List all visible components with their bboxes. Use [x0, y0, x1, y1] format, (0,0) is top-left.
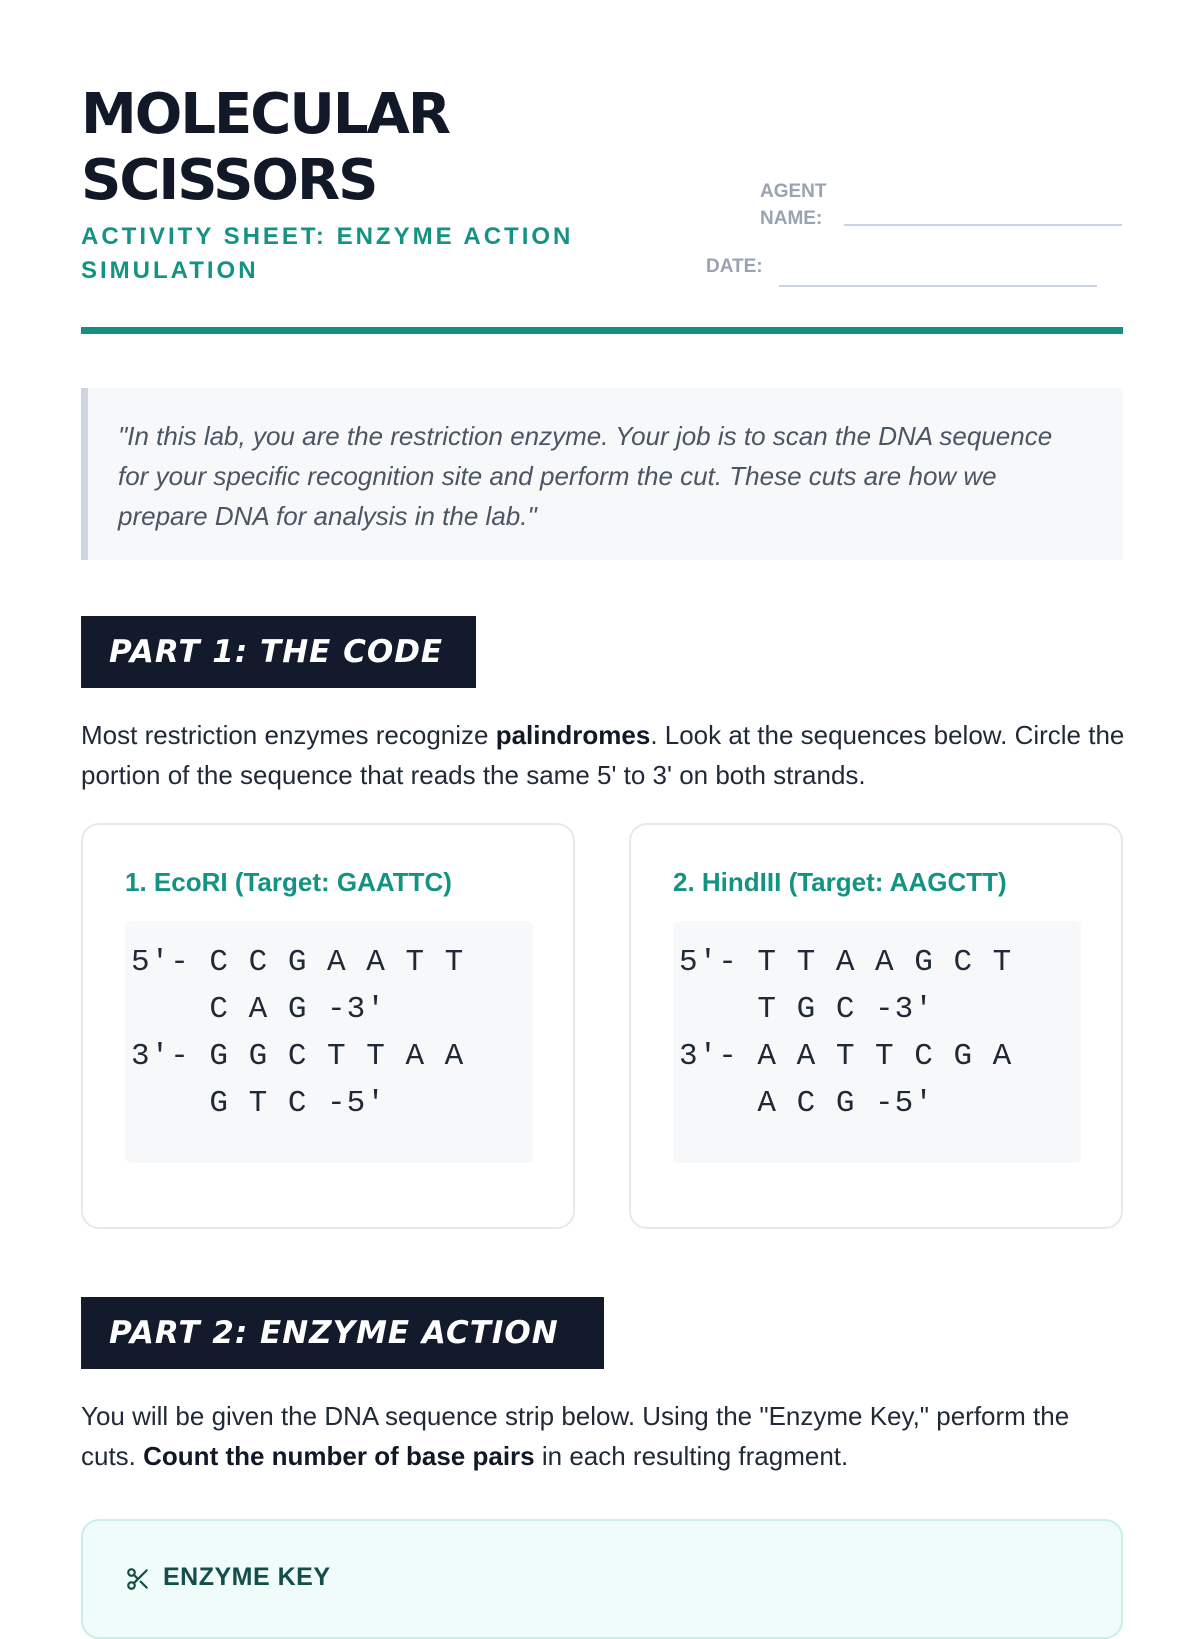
sequence-line[interactable]: 5'- C C G A A T T [131, 945, 465, 980]
page-subtitle [81, 220, 601, 288]
subtitle-line-2: SIMULATION [81, 257, 259, 284]
enzyme-key-title: ENZYME KEY [163, 1563, 331, 1591]
part-1-heading: PART 1: THE CODE [81, 616, 476, 688]
sequence-line[interactable]: 5'- T T A A G C T [679, 945, 1013, 980]
agent-label-line-2: NAME: [760, 208, 823, 229]
sequence-line[interactable]: G T C -5' [131, 1086, 386, 1121]
sequence-card-hindiii [629, 823, 1123, 1229]
sequence-line[interactable]: 3'- G G C T T A A [131, 1039, 465, 1074]
agent-name-field[interactable] [844, 224, 1122, 226]
sequence-box [125, 921, 533, 1163]
header-divider [81, 327, 1123, 334]
agent-name-label [760, 178, 850, 232]
title-line-2: SCISSORS [81, 148, 377, 213]
part-1-instructions [81, 715, 1131, 795]
sequence-line[interactable]: 3'- A A T T C G A [679, 1039, 1013, 1074]
card-title: 2. HindIII (Target: AAGCTT) [673, 867, 1007, 897]
part-2-instructions-bold: Count the number of base pairs [143, 1441, 535, 1471]
agent-label-line-1: AGENT [760, 181, 827, 202]
subtitle-line-1: ACTIVITY SHEET: ENZYME ACTION [81, 223, 574, 250]
date-field[interactable] [779, 285, 1097, 287]
part-2-heading: PART 2: ENZYME ACTION [81, 1297, 604, 1369]
scissors-icon [125, 1566, 151, 1592]
intro-quote: "In this lab, you are the restriction enzyme. Your job is to scan the DNA sequence for your specific recognition site and perform the cut. These cuts are how we prepare DNA for analysis in the lab." [81, 388, 1123, 560]
part-2-instructions-a: You will be given the DNA sequence strip below. Using the "Enzyme Key," perform the cuts. [81, 1401, 1070, 1471]
part-2-instructions-b: in each resulting fragment. [534, 1441, 849, 1471]
sequence-card-ecori [81, 823, 575, 1229]
sequence-box [673, 921, 1081, 1163]
card-title: 1. EcoRI (Target: GAATTC) [125, 867, 452, 897]
sequence-line[interactable]: A C G -5' [679, 1086, 934, 1121]
part-1-instructions-bold: palindromes [495, 720, 651, 750]
title-line-1: MOLECULAR [81, 82, 449, 147]
part-2-instructions [81, 1396, 1131, 1476]
part-1-instructions-a: Most restriction enzymes recognize [81, 720, 496, 750]
date-label: DATE: [706, 256, 763, 277]
enzyme-key-panel [81, 1519, 1123, 1639]
page-title [81, 82, 641, 214]
part-1-instructions-b: . Look at the sequences below. Circle the portion of the sequence that reads the same 5' to 3' on both strands. [81, 720, 1125, 790]
sequence-line[interactable]: T G C -3' [679, 992, 934, 1027]
sequence-line[interactable]: C A G -3' [131, 992, 386, 1027]
